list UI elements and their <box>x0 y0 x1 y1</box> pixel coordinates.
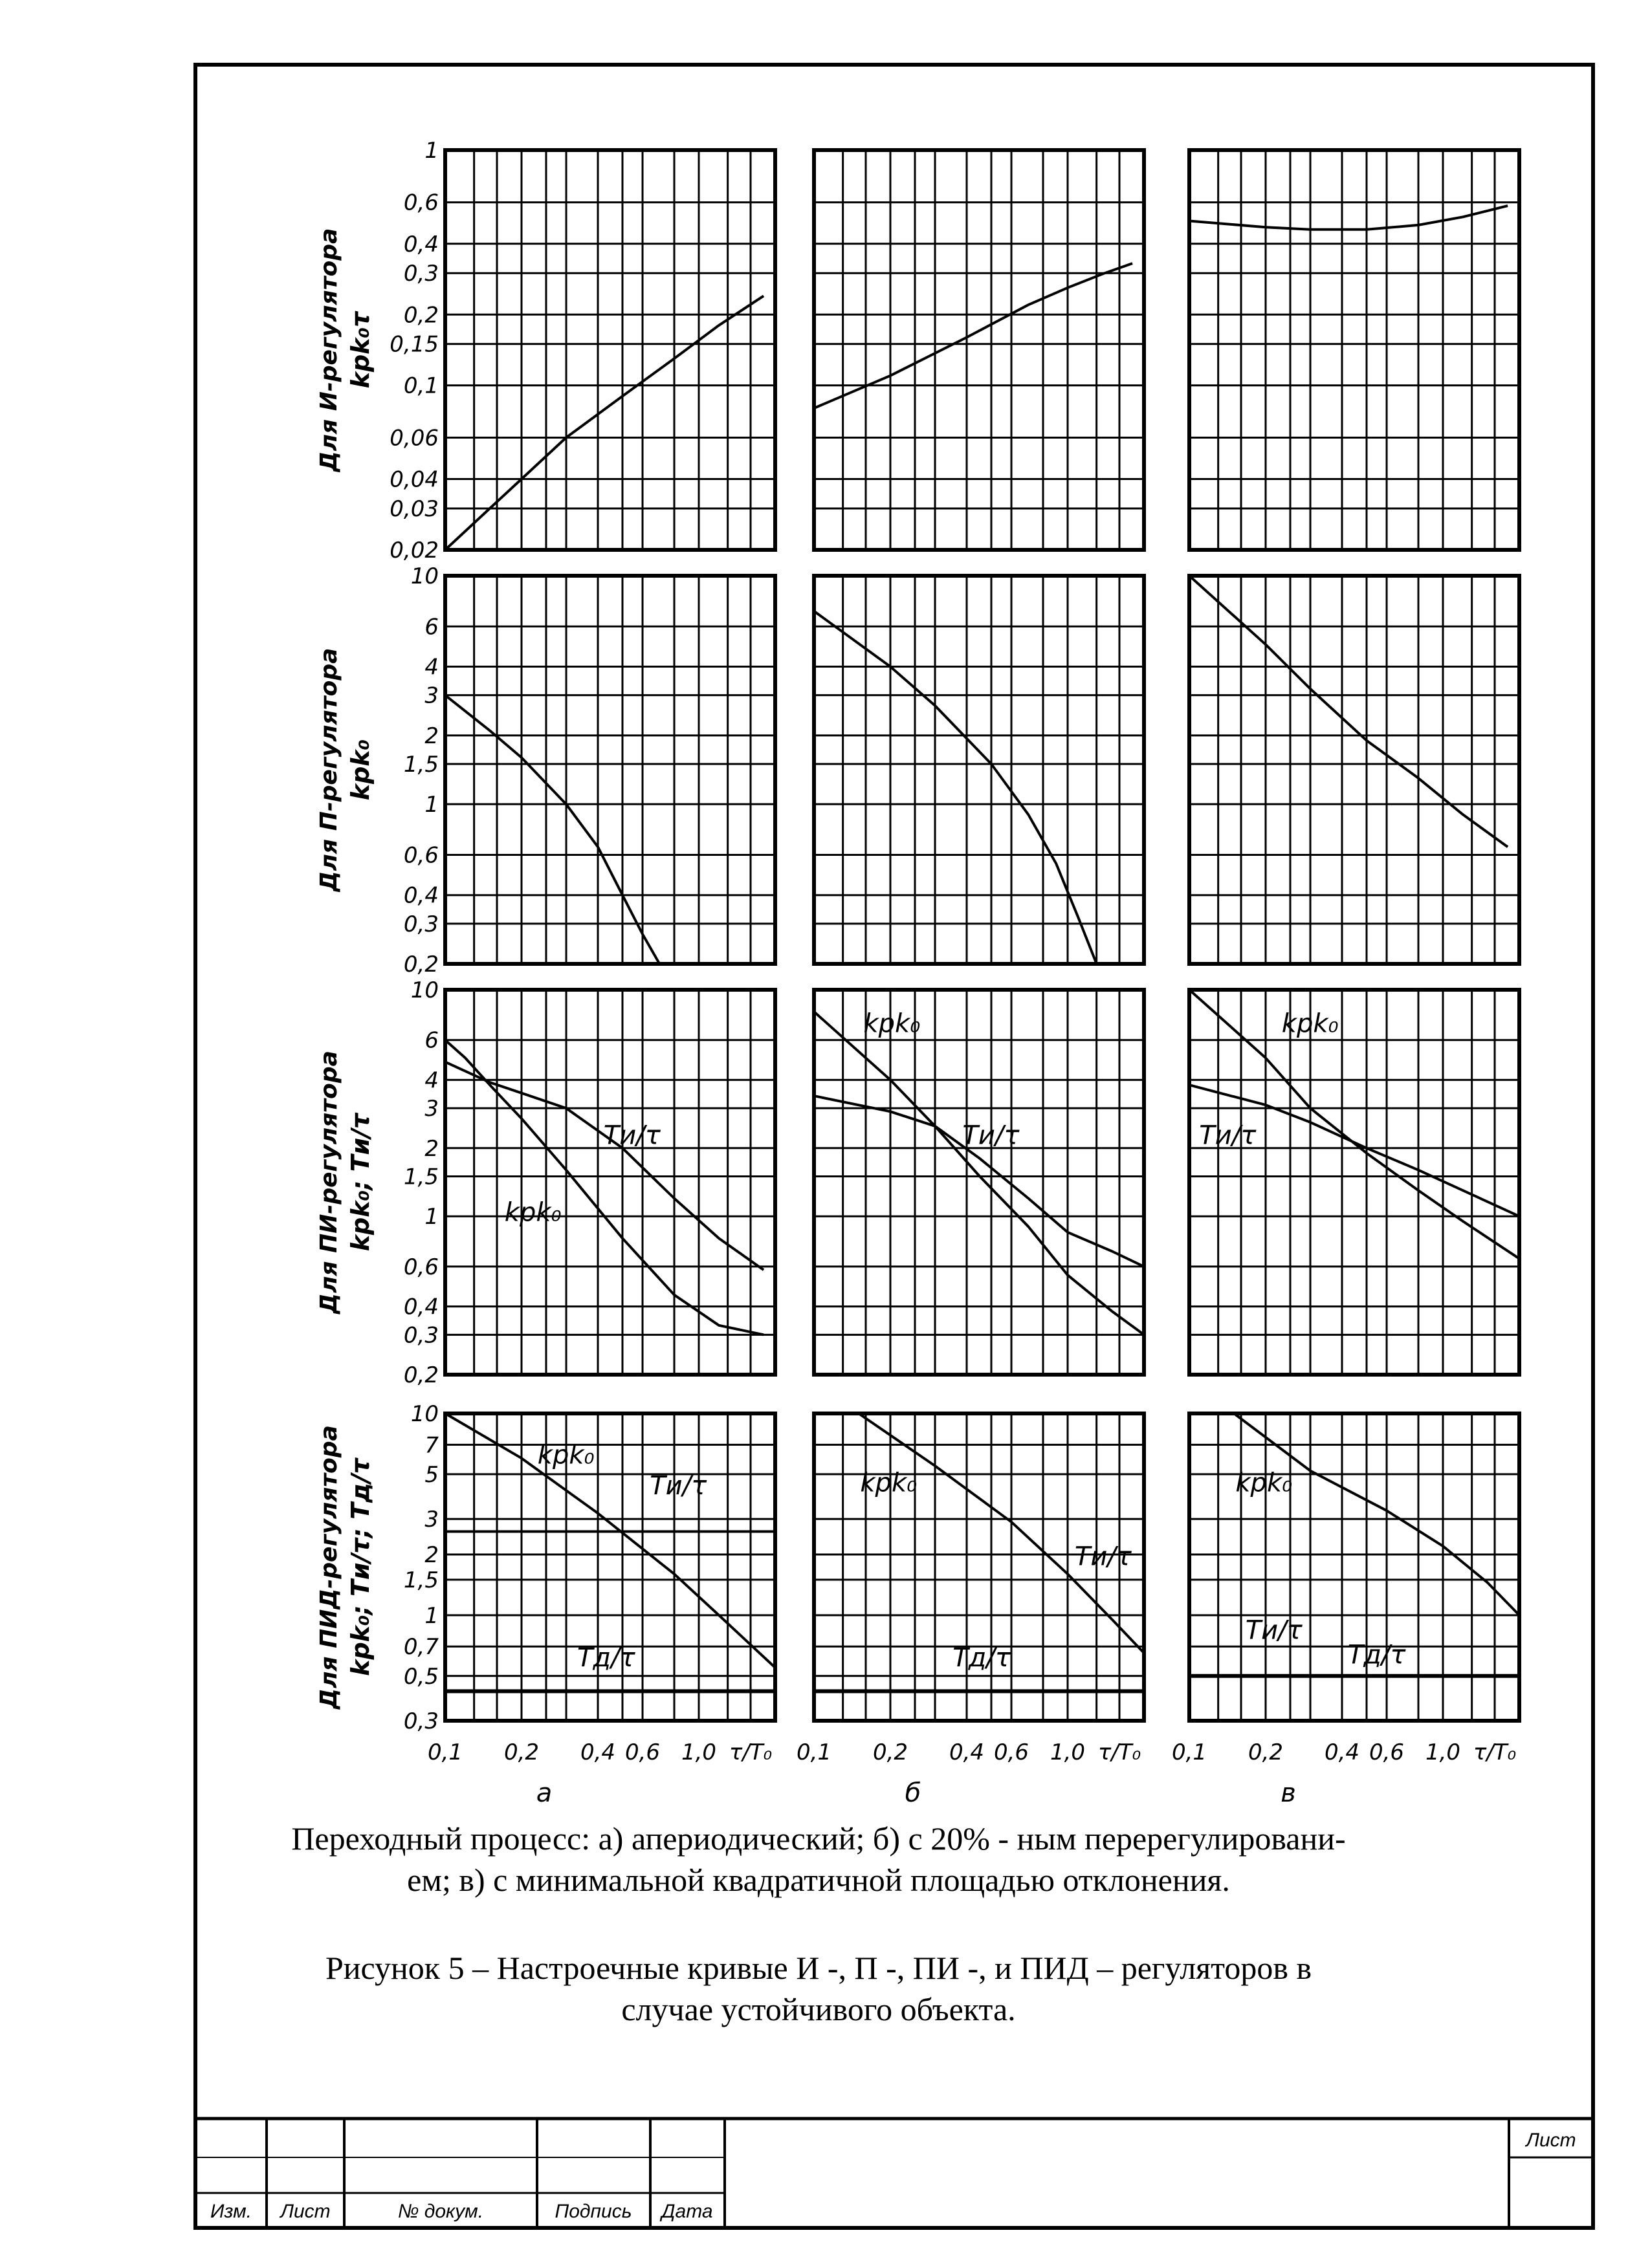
series-line <box>814 263 1132 408</box>
x-tick-label: τ/T₀ <box>729 1739 773 1765</box>
y-tick-label: 1 <box>424 138 439 164</box>
column-label: б <box>905 1778 921 1808</box>
transient-caption-line-1: Переходный процесс: а) апериодический; б) с 20% - ным перерегулировани- <box>291 1820 1346 1857</box>
x-tick-label: 0,4 <box>580 1739 616 1765</box>
y-tick-label: 0,03 <box>390 496 439 522</box>
y-tick-label: 0,3 <box>403 911 439 937</box>
row-ylabel-line-1: Для ПИ-регулятора <box>316 1051 342 1314</box>
x-tick-label: 0,1 <box>796 1739 832 1765</box>
y-tick-label: 0,6 <box>403 1254 439 1280</box>
y-tick-label: 0,7 <box>403 1634 439 1661</box>
series-line <box>1189 206 1508 230</box>
x-tick-label: 0,6 <box>624 1739 661 1765</box>
series-line <box>1234 1413 1519 1615</box>
y-tick-label: 10 <box>410 977 439 1003</box>
series-label: Tи/τ <box>650 1471 707 1501</box>
series-line <box>814 1012 1144 1335</box>
panel-frame <box>814 990 1144 1375</box>
row-ylabel <box>316 1425 375 1710</box>
x-tick-label: 0,6 <box>993 1739 1029 1765</box>
chart-panel-в <box>1189 150 1519 550</box>
series-label: Tи/τ <box>603 1120 661 1151</box>
y-tick-label: 7 <box>424 1432 439 1459</box>
y-tick-label: 6 <box>424 614 439 640</box>
panel-frame <box>445 576 775 964</box>
chart-panel-а <box>445 990 775 1375</box>
series-label: Tи/τ <box>1245 1615 1303 1646</box>
y-tick-label: 0,6 <box>403 190 439 216</box>
stamp-label-signature: Подпись <box>555 2201 632 2222</box>
transient-caption <box>194 1818 1443 1901</box>
x-tick-label: 0,2 <box>872 1739 908 1765</box>
transient-caption-line-2: ем; в) с минимальной квадратичной площадью отклонения. <box>407 1862 1230 1898</box>
row-ylabel-line-2: kрk₀; Tи/τ <box>346 1113 375 1252</box>
y-tick-label: 1,5 <box>403 1164 439 1190</box>
x-tick-label: τ/T₀ <box>1097 1739 1141 1765</box>
y-tick-label: 4 <box>424 1067 439 1094</box>
x-tick-label: 1,0 <box>1425 1739 1461 1765</box>
tuning-curves-chart <box>316 138 1519 1808</box>
chart-panel-б <box>814 576 1144 964</box>
y-tick-label: 2 <box>424 1542 439 1569</box>
panel-frame <box>1189 576 1519 964</box>
column-label: а <box>536 1778 553 1808</box>
stamp-label-date: Дата <box>661 2201 713 2222</box>
chart-panel-б <box>814 990 1144 1375</box>
y-tick-label: 0,4 <box>403 231 439 257</box>
x-tick-label: 0,2 <box>1248 1739 1284 1765</box>
series-line <box>859 1413 1144 1653</box>
stamp-label-list: Лист <box>280 2201 331 2222</box>
y-tick-label: 1 <box>424 1602 439 1629</box>
y-tick-label: 0,5 <box>403 1663 439 1690</box>
stamp-sheet-label: Лист <box>1526 2130 1576 2151</box>
row-ylabel-line-1: Для ПИД-регулятора <box>316 1425 342 1709</box>
series-label: kрk₀ <box>863 1009 921 1039</box>
y-tick-label: 1 <box>424 1204 439 1230</box>
figure-caption-line-2: случае устойчивого объекта. <box>621 1991 1016 2027</box>
y-tick-label: 6 <box>424 1027 439 1054</box>
y-tick-label: 0,3 <box>403 1322 439 1349</box>
panel-frame <box>814 150 1144 550</box>
figure-caption <box>194 1947 1443 2030</box>
y-tick-label: 1 <box>424 792 439 818</box>
x-tick-label: 0,1 <box>427 1739 463 1765</box>
x-tick-label: 1,0 <box>681 1739 717 1765</box>
series-label: kрk₀ <box>1281 1009 1339 1039</box>
series-label: kрk₀ <box>504 1197 562 1228</box>
series-line <box>445 1062 764 1270</box>
chart-panel-а <box>445 576 775 964</box>
chart-panel-в <box>1189 990 1519 1375</box>
y-tick-label: 0,04 <box>390 466 439 493</box>
y-tick-label: 0,2 <box>403 1362 439 1388</box>
series-label: kрk₀ <box>860 1468 918 1498</box>
y-tick-label: 0,02 <box>390 538 439 563</box>
series-label: kрk₀ <box>537 1440 595 1470</box>
y-tick-label: 0,4 <box>403 882 439 909</box>
y-tick-label: 4 <box>424 654 439 681</box>
row-ylabel-line-1: Для И-регулятора <box>316 228 342 472</box>
panel-frame <box>1189 990 1519 1375</box>
column-label: в <box>1281 1778 1296 1808</box>
y-tick-label: 1,5 <box>403 1567 439 1593</box>
y-tick-label: 0,3 <box>403 261 439 287</box>
x-tick-label: τ/T₀ <box>1473 1739 1517 1765</box>
y-tick-label: 5 <box>424 1461 439 1488</box>
chart-row-4 <box>316 1401 1519 1808</box>
y-tick-label: 0,15 <box>390 331 439 358</box>
row-ylabel <box>316 228 375 473</box>
x-tick-label: 0,1 <box>1171 1739 1207 1765</box>
y-tick-label: 3 <box>424 682 439 709</box>
series-line <box>445 296 764 550</box>
x-tick-label: 0,4 <box>1324 1739 1360 1765</box>
series-label: kрk₀ <box>1235 1468 1293 1498</box>
stamp-label-doc-number: № докум. <box>397 2201 484 2222</box>
chart-panel-а <box>445 150 775 550</box>
series-label: Tи/τ <box>1199 1120 1257 1151</box>
y-tick-label: 0,4 <box>403 1294 439 1320</box>
y-tick-label: 2 <box>424 1135 439 1162</box>
y-tick-label: 10 <box>410 1401 439 1427</box>
y-tick-label: 3 <box>424 1096 439 1122</box>
panel-frame <box>814 576 1144 964</box>
y-tick-label: 10 <box>410 563 439 589</box>
x-tick-label: 0,4 <box>949 1739 985 1765</box>
chart-panel-в <box>1189 576 1519 964</box>
row-ylabel-line-1: Для П-регулятора <box>316 648 342 892</box>
row-ylabel-line-2: kрk₀; Tи/τ; Tд/τ <box>346 1458 375 1676</box>
row-ylabel-line-2: kрk₀τ <box>346 311 375 389</box>
series-label: Tд/τ <box>952 1643 1011 1673</box>
y-tick-label: 0,1 <box>403 373 439 399</box>
stamp-label-izm: Изм. <box>210 2201 252 2222</box>
chart-panel-в <box>1172 1413 1519 1808</box>
chart-row-1 <box>316 138 1519 563</box>
chart-panel-а <box>428 1413 775 1808</box>
panel-frame <box>445 1413 775 1721</box>
series-line <box>1189 576 1508 847</box>
chart-row-2 <box>316 563 1519 977</box>
panel-frame <box>445 990 775 1375</box>
y-tick-label: 2 <box>424 723 439 749</box>
series-line <box>1189 1085 1519 1216</box>
figure-caption-line-1: Рисунок 5 – Настроечные кривые И -, П -, ПИ -, и ПИД – регуляторов в <box>325 1950 1312 1986</box>
y-tick-label: 3 <box>424 1507 439 1533</box>
row-ylabel <box>316 1051 375 1314</box>
panel-frame <box>445 150 775 550</box>
x-tick-label: 1,0 <box>1050 1739 1086 1765</box>
row-ylabel-line-2: kрk₀ <box>346 739 375 801</box>
series-line <box>814 611 1097 964</box>
y-tick-label: 0,06 <box>390 425 439 452</box>
chart-row-3 <box>316 977 1519 1388</box>
series-line <box>445 1413 775 1668</box>
y-tick-label: 0,2 <box>403 952 439 977</box>
series-label: Tи/τ <box>1074 1542 1132 1572</box>
series-label: Tи/τ <box>962 1120 1020 1151</box>
x-tick-label: 0,2 <box>503 1739 540 1765</box>
row-ylabel <box>316 648 375 893</box>
y-tick-label: 0,2 <box>403 302 439 329</box>
x-tick-label: 0,6 <box>1369 1739 1405 1765</box>
series-label: Tд/τ <box>1347 1640 1406 1670</box>
y-tick-label: 0,3 <box>403 1708 439 1734</box>
y-tick-label: 0,6 <box>403 842 439 869</box>
panel-frame <box>1189 150 1519 550</box>
series-label: Tд/τ <box>577 1643 635 1673</box>
chart-panel-б <box>814 150 1144 550</box>
chart-panel-б <box>797 1413 1144 1808</box>
y-tick-label: 1,5 <box>403 751 439 778</box>
